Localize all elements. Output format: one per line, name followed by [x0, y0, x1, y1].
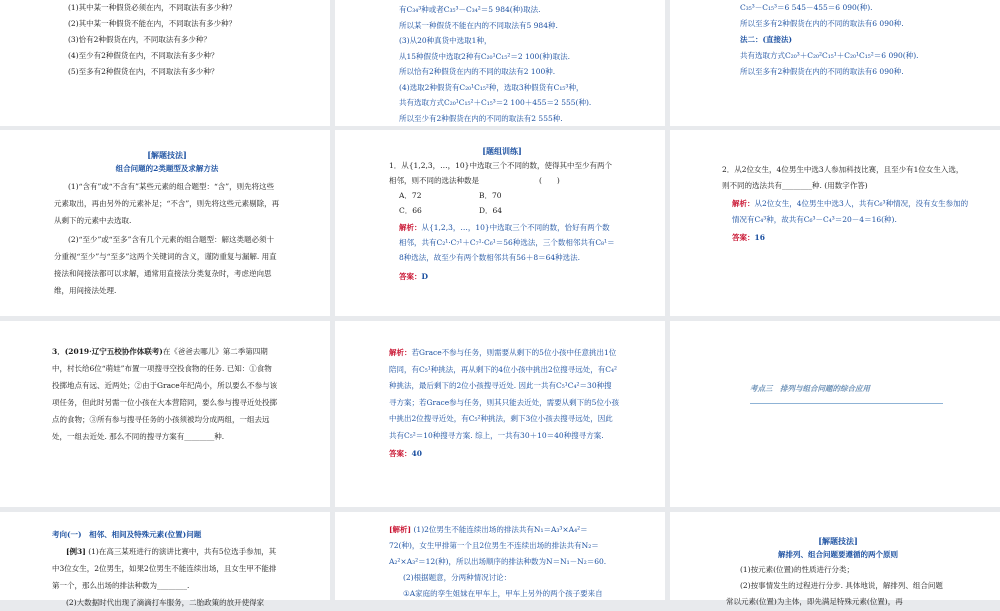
solution-tag: [解析] [389, 525, 412, 534]
answer-label: 答案： [732, 233, 755, 242]
solution-line: 有C₃₄³种或者C₃₅³－C₃₄²＝5 984(种)取法. [399, 5, 541, 14]
problem-2 [722, 162, 970, 246]
analysis-label: 解析： [732, 199, 755, 208]
answer-label: 答案： [399, 272, 422, 281]
problem-3-solution [389, 345, 619, 463]
solution-part-1 [389, 522, 615, 570]
analysis [722, 196, 970, 228]
problem-3 [52, 343, 278, 445]
analysis-text: 若Grace不参与任务，则需要从剩下的5位小孩中任意挑出1位陪同，有C₅¹种挑法，再从剩下的4位小孩中挑出2位搜寻远处，有C₄²种挑法，最后剩下的2位小孩搜寻近处. 因此一共有C₅¹C₄²＝30种搜寻方案；若Grace参与任务，则其只能去近处，需要从剩下的5位小孩中挑出2位搜寻近处，有C₅²种挑法，剩下3位小孩去搜寻远处，因此共有C₅²＝10种搜寻方案. 综上，一共有30＋10＝40种搜寻方案. [389, 348, 619, 440]
analysis-text: 从{1,2,3，…，10}中选取三个不同的数，恰好有两个数相邻，共有C₂¹·C₇¹＋C₇¹·C₆¹＝56种选法，三个数相邻共有C₈¹＝8种选法，故至少有两个数相邻共有56＋8＝64种选法. [399, 223, 615, 262]
solution-part-2: (2)根据题意，分两种情况讨论： [403, 573, 512, 582]
section-title: 组合问题的2类题型及求解方法 [115, 164, 219, 173]
slide-10 [0, 512, 330, 607]
answer [722, 230, 970, 246]
option-c: C．66 [399, 206, 422, 215]
answer [389, 446, 619, 463]
solution-line: 从15种假货中选取2种有C₂₀¹C₁₅²＝2 100(种)取法. [399, 51, 571, 61]
technique-paragraph: (1)“含有”或“不含有”某些元素的组合题型：“含”，则先将这些元素取出，再由另外的元素补足；“不含”，则先将这些元素剔除，再从剩下的元素中去选取. [54, 182, 280, 225]
example-3-solution [389, 522, 615, 602]
answer-label: 答案： [389, 449, 412, 458]
options-row [389, 203, 615, 218]
solution-line: 共有选取方式C₂₀³＋C₂₀²C₁₅¹＋C₂₀¹C₁₅²＝6 090(种). [740, 51, 919, 60]
technique-paragraph: (2)“至少”或“至多”含有几个元素的组合题型：解这类题必须十分重视“至少”与“至多”这两个关键词的含义，谨防重复与漏解. 用直接法和间接法都可以求解，通常用直接法分类复杂时，考虑逆向思维，用间接法处理. [54, 235, 277, 295]
answer-value: 40 [411, 449, 422, 458]
solution-line: C₃₅³－C₁₅³＝6 545－455＝6 090(种). [740, 3, 873, 12]
question-line: (5)至多有2种假货在内，不同取法有多少种？ [68, 67, 219, 76]
solution-line: (3)从20种真货中选取1种， [399, 36, 492, 45]
method-label: 法二：(直接法) [740, 35, 793, 44]
problem-text: 2．从2位女生，4位男生中选3人参加科技比赛，且至少有1位女生入选，则不同的选法共有________种. (用数字作答) [722, 165, 964, 190]
heading-underline [750, 403, 943, 404]
answer [389, 269, 615, 284]
solution-line: 所以恰有2种假货在内的不同的取法有2 100种. [399, 67, 556, 76]
analysis [389, 345, 619, 444]
solution-text [399, 2, 651, 126]
problem-text: 1．从{1,2,3，…，10}中选取三个不同的数，使得其中至少有两个相邻，则不同的选法种数是 ( ) [389, 161, 612, 185]
slide-4 [0, 130, 330, 316]
slide-1 [0, 0, 330, 126]
technique-paragraph: (1)按元素(位置)的性质进行分类； [740, 565, 854, 574]
analysis-label: 解析： [399, 223, 422, 232]
question-line: (2)其中某一种假货不能在内，不同取法有多少种？ [68, 19, 237, 28]
option-d: D．64 [479, 206, 503, 215]
problem-source: (2019·辽宁五校协作体联考) [64, 347, 163, 356]
problem-body: 在《爸爸去哪儿》第二季第四期中，村长给6位“萌娃”布置一项搜寻空投食物的任务. 已知：①食物投掷地点有远、近两处；②由于Grace年纪尚小，所以要么不参与该项任务，但此时另需一位小孩在大本营陪同，要么参与搜寻近处投掷点的食物；③所有参与搜寻任务的小孩须被均分成两组，一组去远处，一组去近处. 那么不同的搜寻方案有________种. [52, 347, 278, 441]
solution-line: 所以至少有2种假货在内的不同的取法有2 555种. [399, 113, 563, 123]
slide-3 [670, 0, 1000, 126]
option-b: B．70 [479, 191, 502, 200]
slide-12 [670, 512, 1000, 606]
solution-line: 共有选取方式C₂₀¹C₁₅²＋C₁₅³＝2 100＋455＝2 555(种). [399, 98, 592, 107]
solution-text: (1)2位男生不能连续出场的排法共有N₁＝A₃³×A₄²＝72(种)，女生甲排第一个且2位男生不连续出场的排法共有N₂＝A₂²×A₃²＝12(种)，所以出场顺序的排法种数为N＝N₁－N₂＝60. [389, 525, 607, 566]
technique-paragraph: (2)按事情发生的过程进行分步. 具体地说，解排列、组合问题常以元素(位置)为主体，即先满足特殊元素(位置)，再 [726, 581, 943, 606]
problem-number: 3． [52, 347, 65, 356]
solution-part-3: ①A家庭的孪生姐妹在甲车上，甲车上另外的两个孩子要来自 [403, 589, 603, 598]
slide-11 [335, 512, 665, 600]
question-line: (4)至少有2种假货在内，不同取法有多少种？ [68, 51, 219, 60]
slide-5 [335, 130, 665, 316]
analysis-label: 解析： [389, 348, 412, 357]
slide-2 [335, 0, 665, 126]
technique-text [54, 178, 280, 299]
example-part-2: (2)大数据时代出现了滴滴打车服务，二胎政策的放开使得家 [66, 598, 265, 607]
example-3 [52, 526, 278, 611]
example-text [52, 543, 278, 594]
solution-line: (4)选取2种假货有C₂₀¹C₁₅²种，选取3种假货有C₁₅³种， [399, 82, 584, 92]
slide-9 [670, 321, 1000, 507]
option-a: A．72 [399, 191, 422, 200]
problem-text [52, 343, 278, 445]
analysis-text: 从2位女生，4位男生中选3人，共有C₆³种情况，没有女生参加的情况有C₄³种，故共有C₆³－C₄³＝20－4＝16(种). [732, 199, 969, 224]
question-list [68, 0, 310, 80]
question-line: (1)其中某一种假货必须在内，不同取法有多少种？ [68, 3, 237, 12]
example-tag: [例3] [66, 547, 86, 556]
section-title: 解排列、组合问题要遵循的两个原则 [778, 550, 898, 559]
solution-line: 所以某一种假货不能在内的不同取法有5 984种. [399, 20, 558, 30]
slide-7 [0, 321, 330, 507]
section-heading: 考点三 排列与组合问题的综合应用 [750, 384, 870, 393]
options-row [389, 188, 615, 203]
solution-line: 所以至多有2种假货在内的不同的取法有6 090种. [740, 67, 904, 76]
answer-value: D [421, 272, 429, 281]
topic-heading: 考向(一) 相邻、相间及特殊元素(位置)问题 [52, 530, 202, 539]
solution-text [740, 0, 984, 80]
section-tag: [解题技法] [147, 150, 187, 160]
answer-value: 16 [754, 233, 765, 242]
example-part-1: (1)在高三某班进行的演讲比赛中，共有5位选手参加，其中3位女生，2位男生，如果2位男生不能连续出场，且女生甲不能排第一个，那么出场的排法种数为________. [52, 547, 277, 590]
section-tag: [解题技法] [818, 536, 858, 546]
technique-text [726, 562, 950, 610]
question-line: (3)恰有2种假货在内，不同取法有多少种？ [68, 35, 211, 44]
slide-6 [670, 130, 1000, 316]
section-tag: [题组训练] [482, 146, 522, 156]
solution-line: 所以至多有2种假货在内的不同的取法有6 090种. [740, 19, 904, 28]
slide-8 [335, 321, 665, 507]
problem-1 [389, 158, 615, 284]
analysis [389, 220, 615, 265]
